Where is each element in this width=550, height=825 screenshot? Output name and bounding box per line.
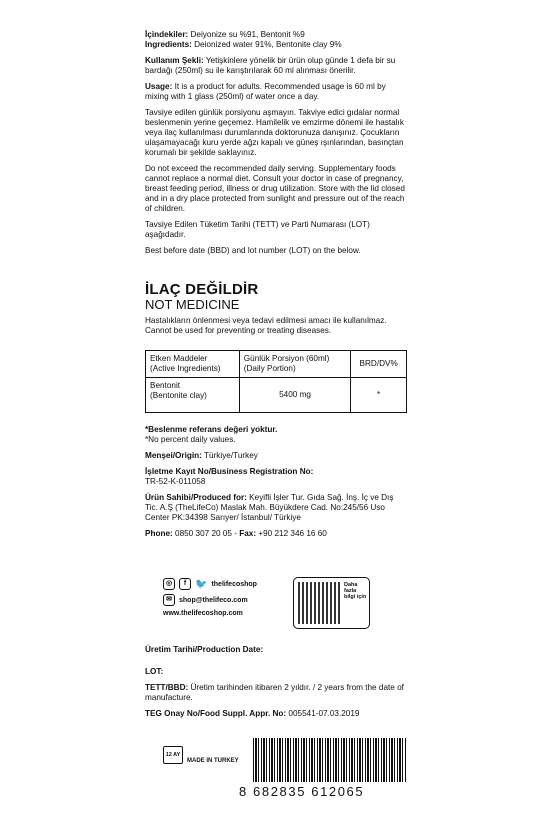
warning-en: Do not exceed the recommended daily serving. Supplementary foods cannot replace a normal diet. Consult your doctor in case of pregnancy, breast feeding period, illness or drug utilization. Store with the lid closed and in a dry place protected from sunlight and pressure out of the reach of children. (145, 164, 405, 213)
table-cell: * (351, 378, 407, 413)
table-header-cell: Günlük Porsiyon (60ml) (Daily Portion) (239, 351, 351, 378)
table-header-row (146, 351, 407, 378)
qr-note: Daha fazla bilgi için (344, 582, 367, 600)
made-in-label: MADE IN TURKEY (187, 758, 239, 764)
email-link[interactable]: shop@thelifeco.com (179, 596, 248, 604)
reference-note-en: *No percent daily values. (145, 435, 236, 444)
reference-note-tr: *Beslenme referans değeri yoktur. (145, 425, 278, 434)
production-info (145, 645, 407, 719)
warning-tr: Tavsiye edilen günlük porsiyonu aşmayın. Takviye edici gıdalar normal beslenmenin yerine geçemez. Hamilelik ve emzirme dönemi ile hastalık veya ilaç kullanılması durumlarında doktorunuza danışınız. Çocukların ulaşamayacağı kuru yerde ağzı kapalı ve güneş ışınlarından, basınçtan korumalı bir şekilde saklayınız. (145, 108, 404, 157)
phone-fax: Phone: 0850 307 20 05 - Fax: +90 212 346 16 60 (145, 529, 327, 538)
table-cell: Bentonit (Bentonite clay) (146, 378, 240, 413)
qr-code[interactable] (298, 582, 340, 624)
email-row (163, 594, 408, 606)
usage-en: Usage: It is a product for adults. Recommended usage is 60 ml by mixing with 1 glass (250ml) of water once a day. (145, 82, 386, 101)
not-medicine-tr: İLAÇ DEĞİLDİR (145, 281, 259, 298)
barcode-bars (253, 738, 407, 782)
made-in-block (163, 746, 239, 764)
web-row (163, 610, 408, 617)
disease-tr: Hastalıkların önlenmesi veya tedavi edilmesi amacı ile kullanılmaz. (145, 316, 387, 325)
registration-label: İşletme Kayıt No/Business Registration No: (145, 467, 314, 476)
ingredients-tr: İçindekiler: Deiyonize su %91, Bentonit %9 (145, 30, 305, 39)
qr-code-panel[interactable] (293, 577, 370, 629)
producer: Ürün Sahibi/Produced for: Keyifli İşler Tur. Gıda Sağ. İnş. İç ve Dış Tic. A.Ş (TheLifeCo) Maslak Mah. Büyükdere Cad. No:245/56 Uso Center PK:34398 Sarıyer/ İstanbul/ Türkiye (145, 493, 394, 522)
usage-tr: Kullanım Şekli: Yetişkinlere yönelik bir ürün olup günde 1 defa bir su bardağı (250ml) su ile karıştırılarak 60 ml alınması önerilir. (145, 56, 396, 75)
website-link[interactable]: www.thelifecoshop.com (163, 610, 243, 617)
ingredients-en: Ingredients: Deionized water 91%, Bentonite clay 9% (145, 40, 342, 49)
social-block (163, 578, 408, 628)
registration-number: TR-52-K-011058 (145, 477, 206, 486)
disease-en: Cannot be used for preventing or treating diseases. (145, 326, 332, 335)
tett-note-tr: Tavsiye Edilen Tüketim Tarihi (TETT) ve Parti Numarası (LOT) aşağıdadır. (145, 220, 370, 239)
production-date: Üretim Tarihi/Production Date: (145, 645, 264, 654)
social-row (163, 578, 408, 590)
lot-number: LOT: (145, 667, 164, 676)
pao-jar-icon: 12 AY (163, 746, 183, 764)
table-header-cell: BRD/DV% (351, 351, 407, 378)
twitter-icon[interactable]: 🐦 (195, 578, 208, 590)
table-cell: 5400 mg (239, 378, 351, 413)
facebook-icon[interactable]: f (179, 578, 191, 590)
not-medicine-en: NOT MEDICINE (145, 297, 240, 312)
social-handle[interactable]: thelifecoshop (211, 580, 257, 588)
label-text (145, 30, 407, 539)
origin: Menşei/Origin: Türkiye/Turkey (145, 451, 258, 460)
mail-icon: ✉ (163, 594, 175, 606)
bbd-note-en: Best before date (BBD) and lot number (LOT) on the below. (145, 246, 361, 255)
nutrition-table (145, 350, 407, 413)
tett-bbd: TETT/BBD: Üretim tarihinden itibaren 2 yıldır. / 2 years from the date of manufacture. (145, 683, 404, 702)
instagram-icon[interactable]: ◎ (163, 578, 175, 590)
barcode-number: 8 682835 612065 (239, 784, 365, 799)
teg-approval: TEG Onay No/Food Suppl. Appr. No: 005541-07.03.2019 (145, 709, 360, 718)
table-row (146, 378, 407, 413)
barcode (239, 738, 407, 799)
table-header-cell: Etken Maddeler (Active Ingredients) (146, 351, 240, 378)
